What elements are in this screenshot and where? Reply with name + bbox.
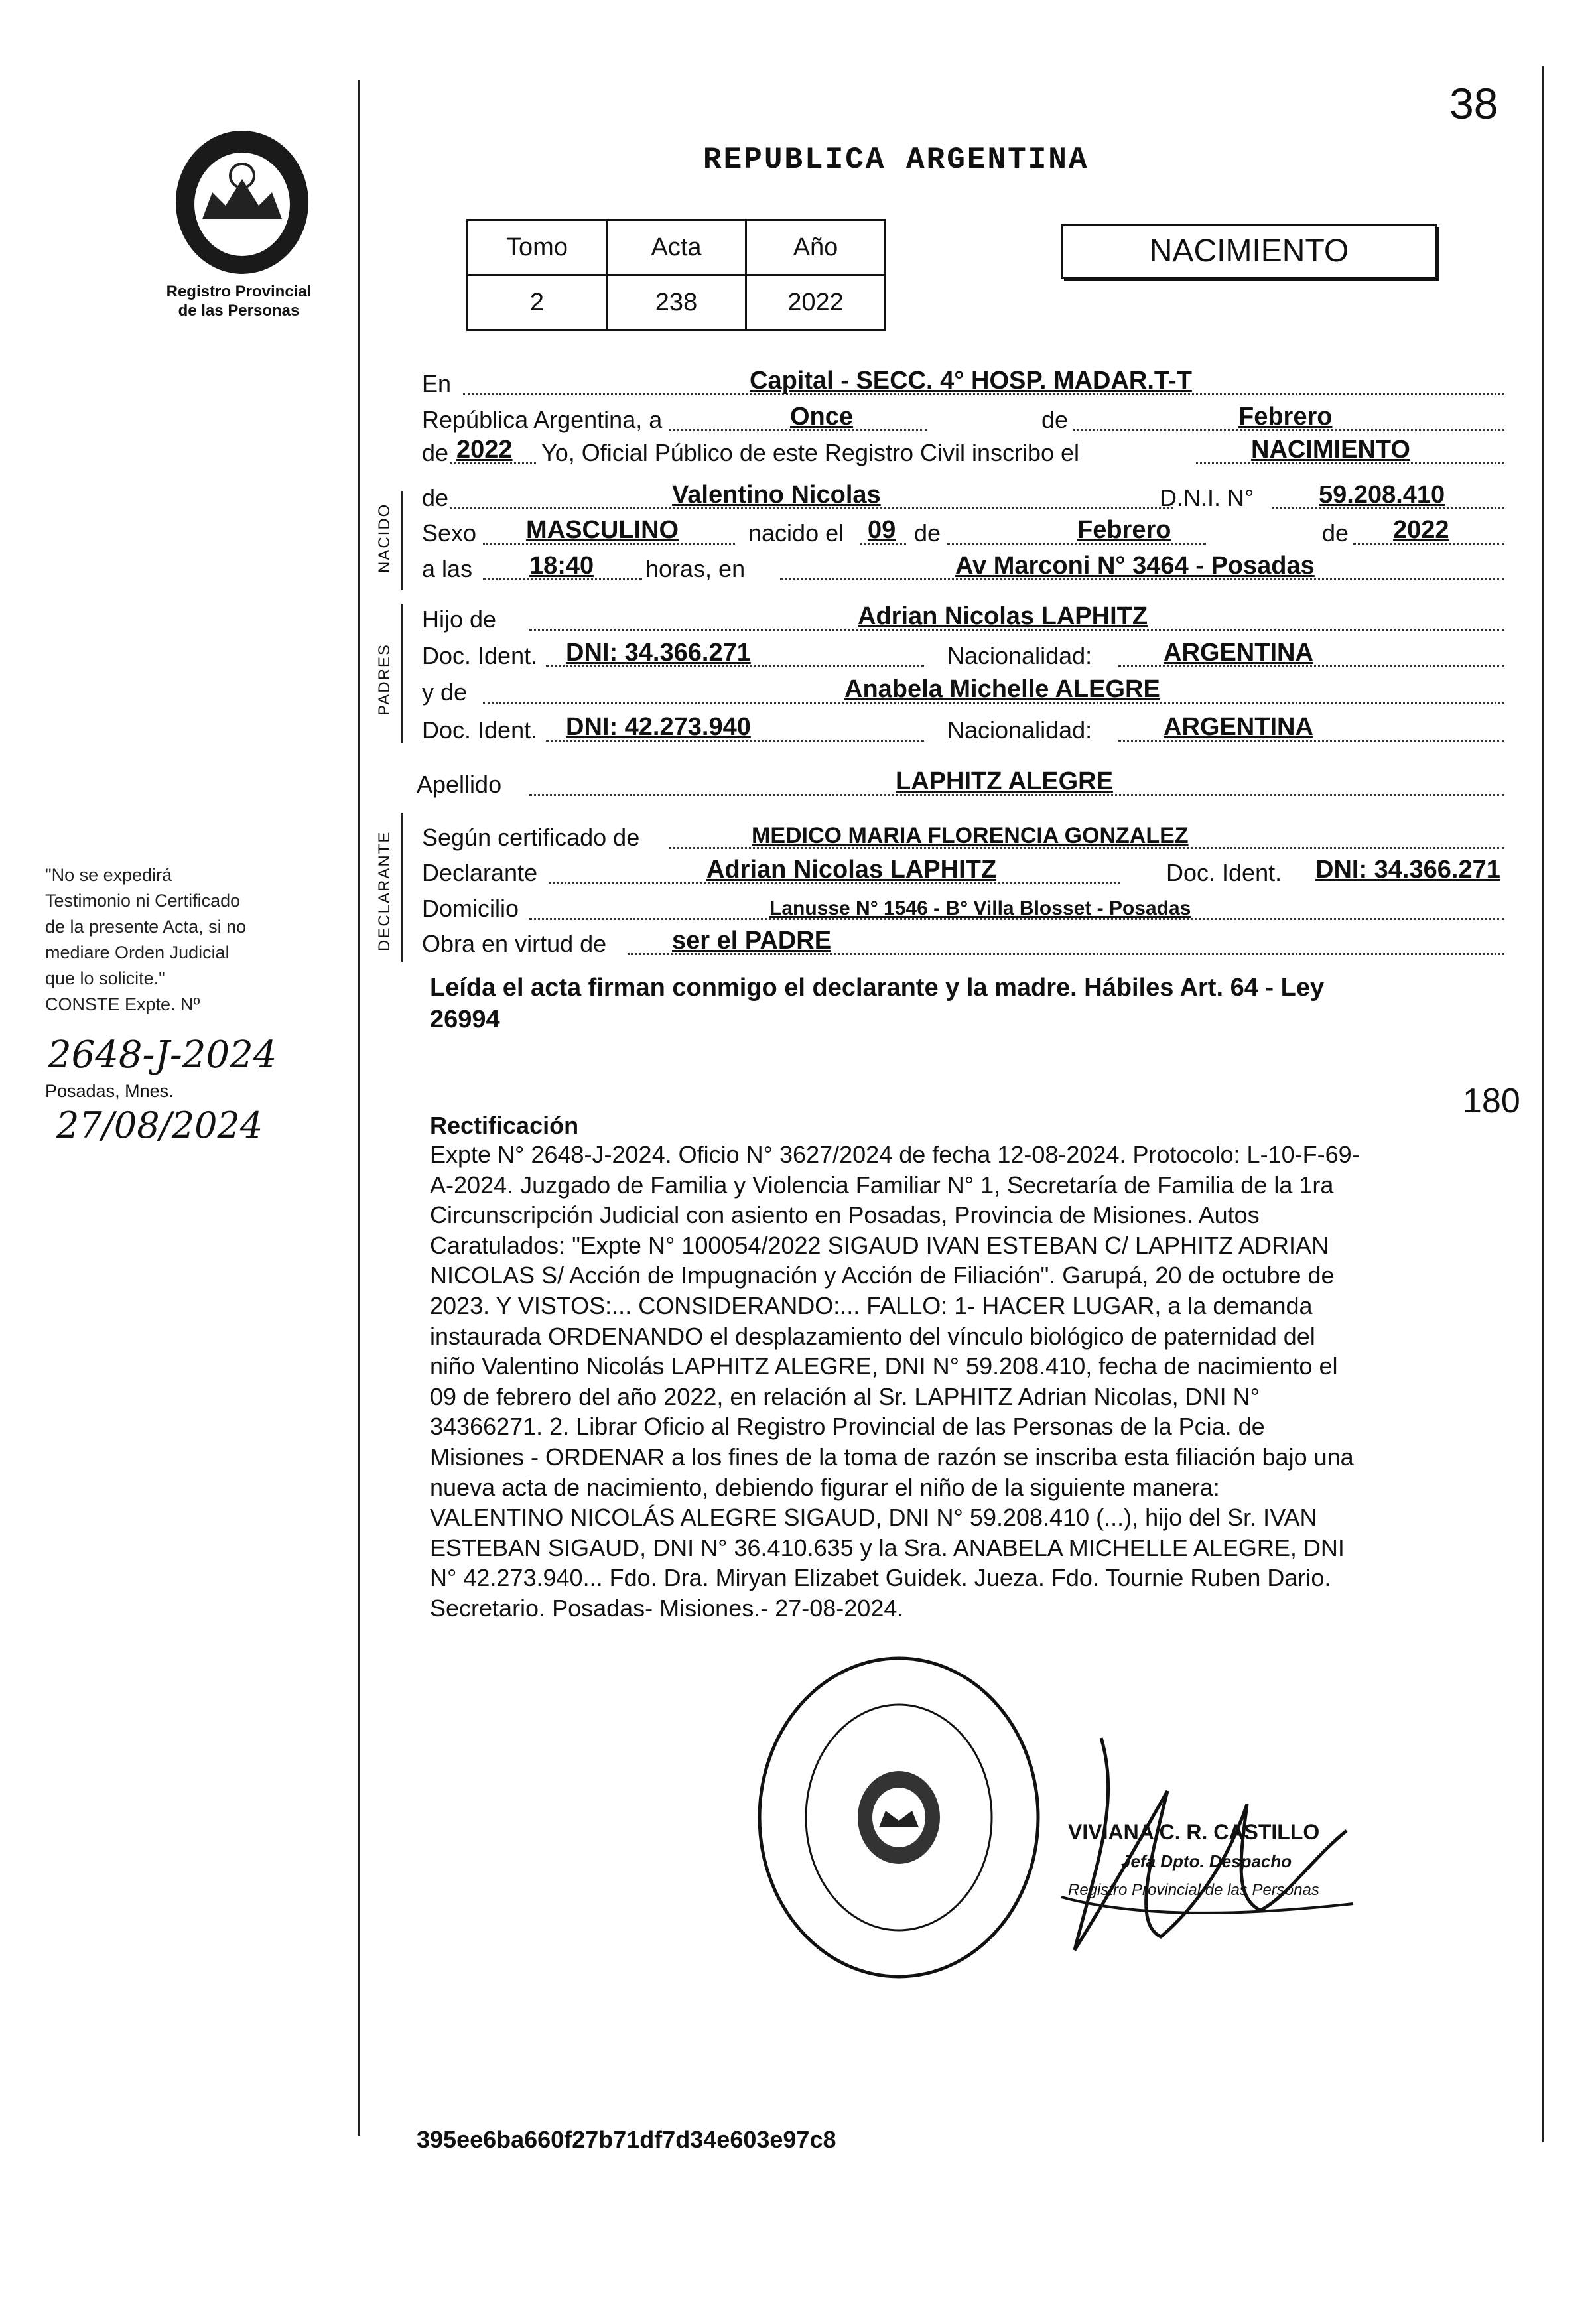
field-row-certificado [417, 817, 1504, 856]
value-anio: 2022 [456, 436, 513, 464]
field-row-domicilio [417, 888, 1504, 927]
table-header: Acta [607, 220, 746, 275]
label-alas: a las [422, 555, 473, 582]
field-row-en [417, 363, 1504, 402]
logo-caption-2: de las Personas [178, 302, 300, 320]
value-declarante: Adrian Nicolas LAPHITZ [706, 856, 997, 884]
margin-note-line: CONSTE Expte. Nº [45, 994, 200, 1014]
table-cell: 2 [468, 275, 607, 330]
margin-note-line: que lo solicite." [45, 968, 165, 988]
label-segun: Según certificado de [422, 824, 640, 851]
rect-line: Caratulados: "Expte N° 100054/2022 SIGAUD IVAN ESTEBAN C/ LAPHITZ ADRIAN [430, 1231, 1329, 1259]
field-row-doc-padre [417, 635, 1504, 674]
value-nombre: Valentino Nicolas [672, 481, 881, 509]
label-republica: República Argentina, a [422, 406, 663, 433]
label-doc: Doc. Ident. [422, 642, 538, 669]
act-type-box: NACIMIENTO [1061, 224, 1437, 279]
value-madre: Anabela Michelle ALEGRE [844, 675, 1160, 703]
stamp-name: VIVIANA C. R. CASTILLO [1068, 1820, 1320, 1844]
field-row-nombre [417, 478, 1504, 516]
rect-line: N° 42.273.940... Fdo. Dra. Miryan Elizabet Guidek. Jueza. Fdo. Tournie Ruben Dario. [430, 1564, 1331, 1592]
registry-table [466, 219, 886, 331]
page-number: 38 [1449, 79, 1498, 128]
label-oficial: Yo, Oficial Público de este Registro Civil inscribo el [541, 439, 1080, 466]
field-row-padre [417, 599, 1504, 637]
label-doc: Doc. Ident. [1166, 859, 1282, 886]
label-sexo: Sexo [422, 519, 477, 547]
value-doc-madre: DNI: 42.273.940 [566, 713, 751, 741]
value-inscribo: NACIMIENTO [1251, 436, 1410, 464]
field-row-obra [417, 923, 1504, 962]
logo-caption-1: Registro Provincial [166, 283, 312, 300]
margin-note [45, 862, 337, 1017]
rect-line: A-2024. Juzgado de Familia y Violencia Familiar N° 1, Secretaría de Familia de la 1ra [430, 1171, 1334, 1199]
margin-note-line: mediare Orden Judicial [45, 943, 230, 962]
label-horas: horas, en [645, 555, 746, 582]
value-doc-declarante: DNI: 34.366.271 [1315, 856, 1500, 884]
value-dia: Once [790, 403, 854, 430]
label-nacionalidad: Nacionalidad: [947, 716, 1093, 744]
value-domicilio: Lanusse N° 1546 - B° Villa Blosset - Posadas [769, 897, 1191, 919]
rect-body [430, 1140, 1518, 1624]
bracket [401, 491, 403, 590]
label-obra: Obra en virtud de [422, 930, 607, 957]
value-lugar-nac: Av Marconi N° 3464 - Posadas [955, 552, 1315, 580]
label-domicilio: Domicilio [422, 895, 519, 922]
rect-line: Misiones - ORDENAR a los fines de la toma de razón se inscriba esta filiación bajo una [430, 1443, 1354, 1471]
label-hijo: Hijo de [422, 606, 497, 633]
side-label-declarante: DECLARANTE [375, 830, 393, 951]
document-hash: 395ee6ba660f27b71df7d34e603e97c8 [417, 2126, 836, 2153]
label-de: de [914, 519, 941, 547]
bracket [401, 604, 403, 743]
marginal-number: 180 [1463, 1082, 1520, 1120]
rect-line: Secretario. Posadas- Misiones.- 27-08-2024. [430, 1594, 904, 1622]
rect-line: ESTEBAN SIGAUD, DNI N° 36.410.635 y la Sra. ANABELA MICHELLE ALEGRE, DNI [430, 1534, 1345, 1561]
field-row-inscribo [417, 432, 1504, 471]
rect-line: Expte N° 2648-J-2024. Oficio N° 3627/2024 de fecha 12-08-2024. Protocolo: L-10-F-69- [430, 1141, 1360, 1168]
table-header: Tomo [468, 220, 607, 275]
province-logo [166, 126, 318, 279]
value-sexo: MASCULINO [526, 516, 679, 544]
stamp [1068, 1817, 1319, 1905]
closing-line-2: 26994 [430, 1006, 500, 1033]
value-certificado: MEDICO MARIA FLORENCIA GONZALEZ [752, 823, 1189, 848]
label-de: de [1322, 519, 1349, 547]
field-row-apellido [417, 764, 1504, 803]
left-margin-rule [358, 80, 360, 2136]
bracket [401, 813, 403, 962]
rect-line: 34366271. 2. Librar Oficio al Registro Provincial de las Personas de la Pcia. de [430, 1413, 1265, 1441]
label-de: de [422, 439, 449, 466]
value-obra: ser el PADRE [672, 927, 832, 954]
right-margin-rule [1542, 66, 1544, 2142]
value-anio-nac: 2022 [1393, 516, 1449, 544]
margin-note-line: de la presente Acta, si no [45, 917, 247, 937]
handwritten-expte: 2648-J-2024 [48, 1033, 277, 1077]
value-nac-madre: ARGENTINA [1164, 713, 1313, 741]
field-row-doc-madre [417, 710, 1504, 748]
handwritten-date: 27/08/2024 [56, 1104, 263, 1146]
stamp-title: Jefa Dpto. Despacho [1121, 1851, 1292, 1871]
rect-line: NICOLAS S/ Acción de Impugnación y Acción de Filiación". Garupá, 20 de octubre de [430, 1262, 1335, 1289]
label-nacido: nacido el [748, 519, 844, 547]
value-padre: Adrian Nicolas LAPHITZ [858, 602, 1148, 630]
value-hora: 18:40 [529, 552, 594, 580]
rect-line: VALENTINO NICOLÁS ALEGRE SIGAUD, DNI N° 59.208.410 (...), hijo del Sr. IVAN [430, 1504, 1317, 1532]
label-declarante: Declarante [422, 859, 538, 886]
value-mes: Febrero [1238, 403, 1333, 430]
field-row-sexo [417, 513, 1504, 551]
value-apellido: LAPHITZ ALEGRE [896, 767, 1113, 795]
value-nac-padre: ARGENTINA [1164, 639, 1313, 667]
official-seal [753, 1652, 1045, 1983]
margin-note-line: "No se expedirá [45, 865, 172, 885]
value-lugar: Capital - SECC. 4° HOSP. MADAR.T-T [750, 367, 1192, 395]
rect-line: niño Valentino Nicolás LAPHITZ ALEGRE, DNI N° 59.208.410, fecha de nacimiento el [430, 1352, 1338, 1380]
rect-title: Rectificación [430, 1112, 579, 1139]
rect-line: 09 de febrero del año 2022, en relación al Sr. LAPHITZ Adrian Nicolas, DNI N° [430, 1382, 1260, 1410]
rect-line: instaurada ORDENANDO el desplazamiento del vínculo biológico de paternidad del [430, 1322, 1315, 1350]
side-label-padres: PADRES [375, 643, 393, 716]
label-dni: D.N.I. N° [1160, 484, 1254, 511]
rect-line: 2023. Y VISTOS:... CONSIDERANDO:... FALLO: 1- HACER LUGAR, a la demanda [430, 1291, 1313, 1319]
label-de: de [422, 484, 449, 511]
label-nacionalidad: Nacionalidad: [947, 642, 1093, 669]
field-row-hora [417, 549, 1504, 587]
stamp-office: Registro Provincial de las Personas [1068, 1881, 1319, 1899]
table-cell: 238 [607, 275, 746, 330]
table-header: Año [746, 220, 886, 275]
label-en: En [422, 370, 452, 397]
side-label-nacido: NACIDO [375, 503, 393, 573]
label-doc: Doc. Ident. [422, 716, 538, 744]
margin-posadas: Posadas, Mnes. [45, 1081, 174, 1101]
value-mes-nac: Febrero [1077, 516, 1171, 544]
table-cell: 2022 [746, 275, 886, 330]
label-de: de [1041, 406, 1069, 433]
rect-line: Circunscripción Judicial con asiento en Posadas, Provincia de Misiones. Autos [430, 1201, 1260, 1229]
value-dia-nac: 09 [868, 516, 896, 544]
label-yde: y de [422, 679, 468, 706]
value-doc-padre: DNI: 34.366.271 [566, 639, 751, 667]
rect-line: nueva acta de nacimiento, debiendo figurar el niño de la siguiente manera: [430, 1473, 1220, 1501]
value-dni: 59.208.410 [1319, 481, 1445, 509]
header-title: REPUBLICA ARGENTINA [703, 143, 1089, 177]
label-apellido: Apellido [417, 771, 502, 798]
field-row-declarante [417, 852, 1504, 891]
closing-line-1: Leída el acta firman conmigo el declarante y la madre. Hábiles Art. 64 - Ley [430, 974, 1325, 1002]
margin-note-line: Testimonio ni Certificado [45, 891, 241, 911]
field-row-madre [417, 672, 1504, 710]
